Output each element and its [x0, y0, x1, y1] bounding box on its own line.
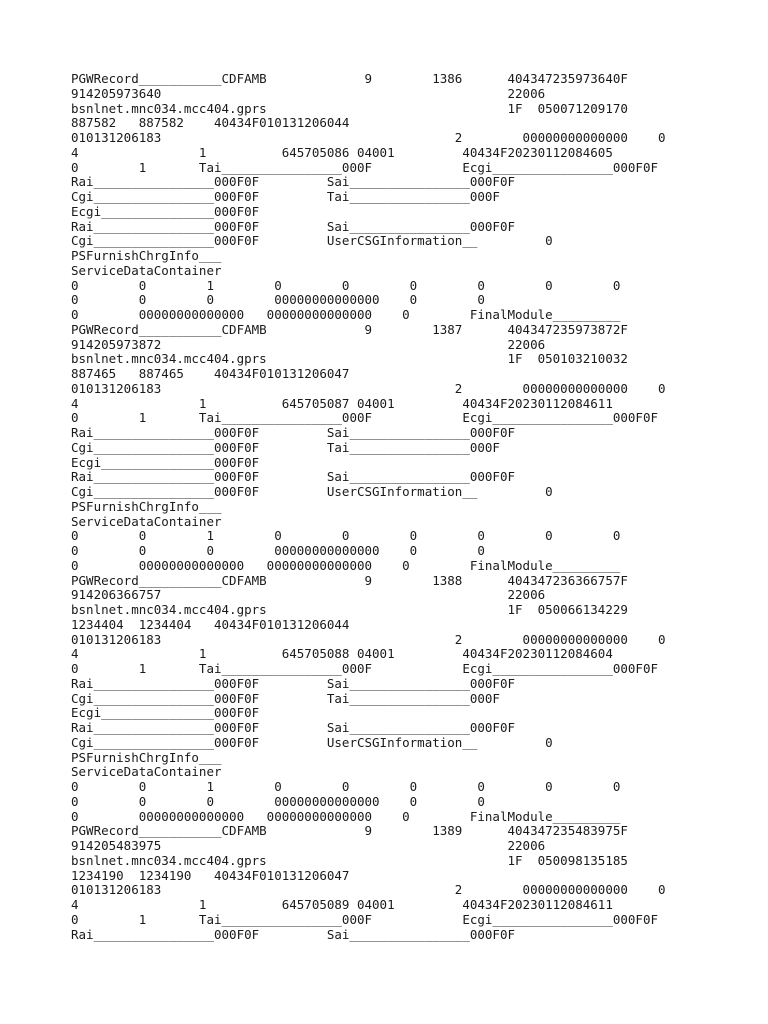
record-line: 4 1 645705086 04001 40434F20230112084605 — [71, 144, 613, 160]
record-line: PSFurnishChrgInfo___ — [71, 749, 222, 765]
record-line: 0 0 0 00000000000000 0 0 — [71, 292, 485, 308]
record-line: 0 00000000000000 00000000000000 0 FinalModule_________ — [71, 557, 621, 573]
record-line: 0 1 Tai________________000F Ecgi________________000F0F — [71, 661, 658, 676]
record-line: 0 00000000000000 00000000000000 0 FinalModule_________ — [71, 808, 621, 824]
record-line: Cgi________________000F0F Tai________________000F — [71, 189, 500, 204]
record-line: 010131206183 2 00000000000000 0 — [71, 130, 666, 145]
record-line: 0 1 Tai________________000F Ecgi________________000F0F — [71, 159, 658, 175]
record-line: bsnlnet.mnc034.mcc404.gprs 1F 050103210032 — [71, 351, 628, 367]
record-line: Ecgi_______________000F0F — [71, 705, 260, 721]
record-line: 914205973640 22006 — [71, 85, 546, 101]
record-line: bsnlnet.mnc034.mcc404.gprs 1F 050098135185 — [71, 852, 628, 868]
record-line: Cgi________________000F0F UserCSGInformation__ 0 — [71, 233, 553, 249]
record-line: 010131206183 2 00000000000000 0 — [71, 882, 666, 898]
record-line: Cgi________________000F0F UserCSGInformation__ 0 — [71, 734, 553, 750]
record-line: 010131206183 2 00000000000000 0 — [71, 380, 666, 396]
document-body — [71, 72, 761, 942]
record-line: PSFurnishChrgInfo___ — [71, 248, 222, 263]
record-line: Rai________________000F0F Sai________________000F0F — [71, 720, 516, 735]
record-line: 887465 887465 40434F010131206047 — [71, 366, 350, 381]
record-line: Rai________________000F0F Sai________________000F0F — [71, 926, 516, 942]
record-line: 1234404 1234404 40434F010131206044 — [71, 616, 350, 632]
record-line: Cgi________________000F0F UserCSGInformation__ 0 — [71, 484, 553, 499]
record-line: PSFurnishChrgInfo___ — [71, 498, 222, 514]
record-line: PGWRecord___________CDFAMB 9 1387 404347235973872F — [71, 321, 628, 337]
record-line: ServiceDataContainer — [71, 764, 222, 780]
record-line: Rai________________000F0F Sai________________000F0F — [71, 425, 516, 440]
record-line: bsnlnet.mnc034.mcc404.gprs 1F 050071209170 — [71, 100, 628, 116]
record-line: 4 1 645705087 04001 40434F20230112084611 — [71, 395, 613, 411]
record-line: Ecgi_______________000F0F — [71, 454, 260, 470]
record-line: 4 1 645705089 04001 40434F20230112084611 — [71, 897, 613, 912]
record-line: ServiceDataContainer — [71, 262, 222, 278]
record-line: 0 0 0 00000000000000 0 0 — [71, 543, 485, 558]
record-line: 4 1 645705088 04001 40434F20230112084604 — [71, 646, 613, 662]
record-line: 1234190 1234190 40434F010131206047 — [71, 867, 350, 883]
record-line: 0 1 Tai________________000F Ecgi________________000F0F — [71, 410, 658, 426]
record-line: ServiceDataContainer — [71, 513, 222, 529]
record-line: 914205483975 22006 — [71, 838, 546, 853]
record-line: 010131206183 2 00000000000000 0 — [71, 631, 666, 647]
record-line: 0 0 1 0 0 0 0 0 0 — [71, 528, 621, 544]
record-line: PGWRecord___________CDFAMB 9 1386 404347235973640F — [71, 71, 628, 86]
record-line: 0 0 1 0 0 0 0 0 0 — [71, 779, 621, 794]
record-line: 914205973872 22006 — [71, 336, 546, 352]
record-line: bsnlnet.mnc034.mcc404.gprs 1F 050066134229 — [71, 602, 628, 617]
record-line: Rai________________000F0F Sai________________000F0F — [71, 469, 516, 485]
record-line: 887582 887582 40434F010131206044 — [71, 115, 350, 131]
record-line: PGWRecord___________CDFAMB 9 1389 404347235483975F — [71, 823, 628, 839]
record-line: 0 1 Tai________________000F Ecgi________________000F0F — [71, 911, 658, 927]
record-line: 0 0 0 00000000000000 0 0 — [71, 793, 485, 809]
record-line: 914206366757 22006 — [71, 587, 546, 603]
record-line: Rai________________000F0F Sai________________000F0F — [71, 174, 516, 190]
record-line: Rai________________000F0F Sai________________000F0F — [71, 218, 516, 234]
record-line: 0 0 1 0 0 0 0 0 0 — [71, 277, 621, 293]
record-line: Ecgi_______________000F0F — [71, 203, 260, 219]
record-line: PGWRecord___________CDFAMB 9 1388 404347236366757F — [71, 572, 628, 588]
record-line: Cgi________________000F0F Tai________________000F — [71, 439, 500, 455]
record-line: 0 00000000000000 00000000000000 0 FinalModule_________ — [71, 307, 621, 322]
record-line: Rai________________000F0F Sai________________000F0F — [71, 675, 516, 691]
record-line: Cgi________________000F0F Tai________________000F — [71, 690, 500, 706]
